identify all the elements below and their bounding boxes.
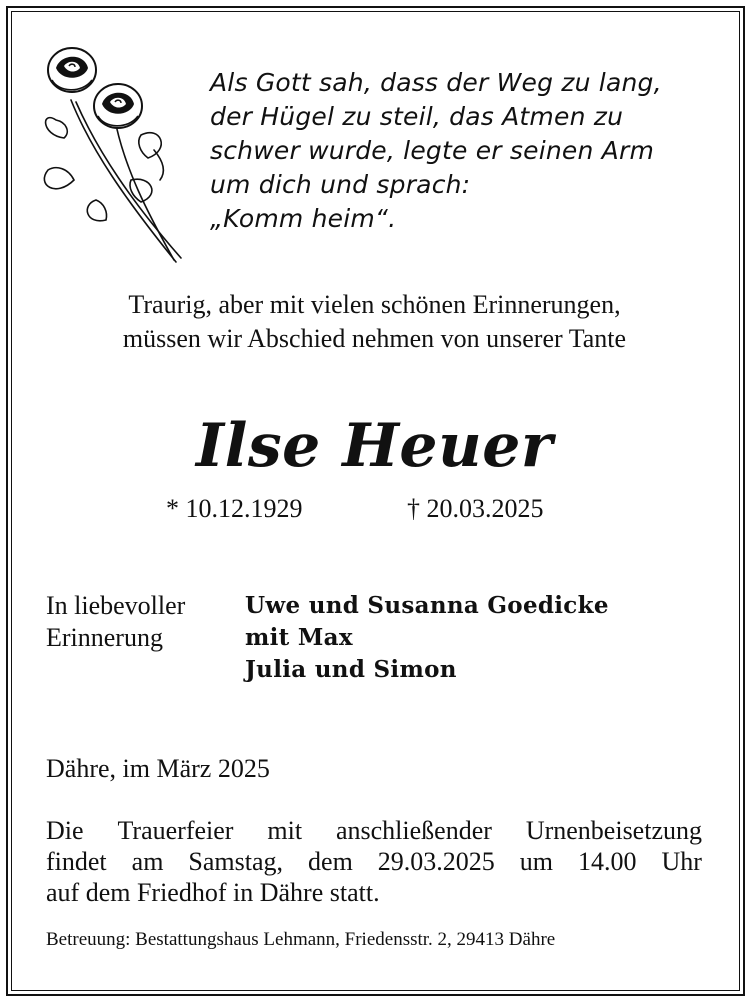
service-word: 14.00 <box>578 847 637 876</box>
mourners-label <box>46 590 185 654</box>
service-line: auf dem Friedhof in Dähre statt. <box>46 878 380 907</box>
intro-line: müssen wir Abschied nehmen von unserer Tante <box>122 324 627 353</box>
poem-verse <box>210 66 690 236</box>
mourner-name: mit Max <box>245 624 353 651</box>
roses-icon <box>36 40 186 270</box>
intro-text <box>0 288 749 356</box>
intro-line: Traurig, aber mit vielen schönen Erinnerungen, <box>128 290 621 319</box>
poem-line: schwer wurde, legte er seinen Arm <box>210 136 655 165</box>
service-line <box>46 846 702 877</box>
service-notice <box>46 815 702 908</box>
mourners-label-line: In liebevoller <box>46 591 186 620</box>
mourner-name: Uwe und Susanna Goedicke <box>245 592 609 619</box>
service-word: anschließender <box>335 816 492 845</box>
service-word: mit <box>267 816 303 845</box>
service-word: um <box>519 847 554 876</box>
deceased-name: Ilse Heuer <box>196 411 553 481</box>
poem-line: um dich und sprach: <box>210 170 471 199</box>
service-line <box>46 815 702 846</box>
funeral-home-credit: Betreuung: Bestattungshaus Lehmann, Friedensstr. 2, 29413 Dähre <box>46 929 556 950</box>
mourner-name: Julia und Simon <box>245 656 457 683</box>
service-word: dem <box>308 847 353 876</box>
service-word: findet <box>46 847 107 876</box>
service-word: Uhr <box>661 847 702 876</box>
service-word: 29.03.2025 <box>377 847 495 876</box>
service-word: Urnenbeisetzung <box>525 816 702 845</box>
service-word: Trauerfeier <box>117 816 234 845</box>
poem-line: Als Gott sah, dass der Weg zu lang, <box>210 68 662 97</box>
birth-date: * 10.12.1929 <box>166 494 303 523</box>
poem-line: „Komm heim“. <box>210 204 397 233</box>
service-word: am <box>131 847 164 876</box>
place-date: Dähre, im März 2025 <box>46 754 270 783</box>
mourners-label-line: Erinnerung <box>46 623 163 652</box>
poem-line: der Hügel zu steil, das Atmen zu <box>210 102 624 131</box>
service-word: Samstag, <box>188 847 284 876</box>
death-date: † 20.03.2025 <box>407 494 544 523</box>
service-word: Die <box>46 816 84 845</box>
mourners-names <box>245 590 609 686</box>
